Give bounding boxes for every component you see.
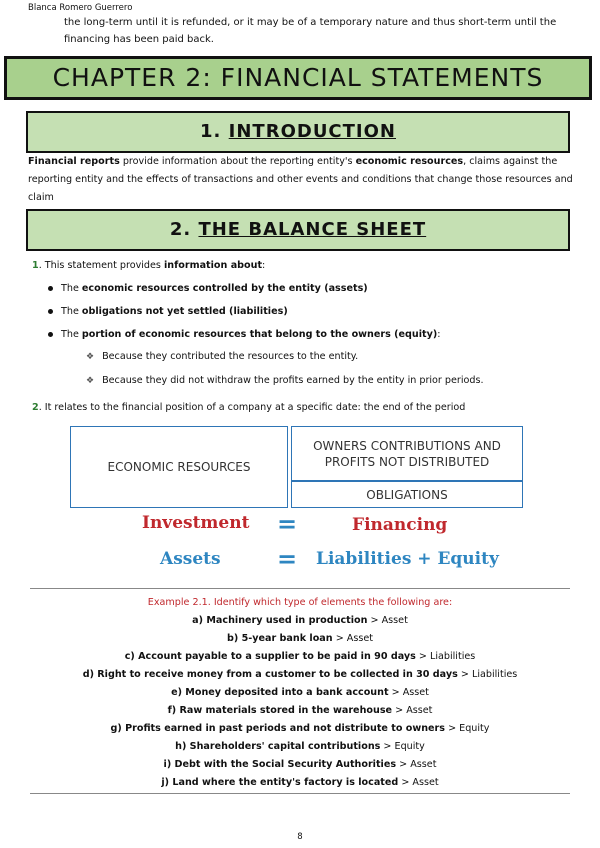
example-item-label: f) Raw materials stored in the warehouse (167, 705, 393, 716)
example-item-answer: > Asset (401, 777, 439, 788)
example-item-label: b) 5-year bank loan (226, 633, 333, 644)
paragraph-text: provide information about the reporting entity's (119, 156, 356, 167)
diamond-bullet-icon: ❖ (86, 376, 95, 386)
example-item (0, 612, 600, 630)
point-text: . This statement provides (38, 260, 164, 271)
divider (30, 793, 570, 794)
paragraph-text: , claims against the reporting entity and the effects of transactions and other events and conditions that change those resources and claim (28, 156, 573, 203)
diamond-bullet-icon: ❖ (86, 352, 95, 362)
point-number: 1 (32, 260, 39, 271)
example-item-answer: > Asset (399, 759, 437, 770)
assets-label: Assets (160, 549, 221, 569)
intro-continuation: the long-term until it is refunded, or it may be of a temporary nature and thus short-term until the financing has been paid back. (64, 17, 557, 45)
section-heading-introduction (26, 111, 570, 153)
bullet-pre: The (61, 283, 82, 294)
bullet-bold: obligations not yet settled (liabilities) (81, 306, 288, 317)
example-item-label: j) Land where the entity's factory is located (161, 777, 399, 788)
bullet-item (48, 305, 288, 319)
example-item-label: h) Shareholders' capital contributions (175, 741, 381, 752)
example-item-label: i) Debt with the Social Security Authorities (163, 759, 397, 770)
example-item-answer: > Equity (383, 741, 425, 752)
bullet-pre: The (61, 329, 82, 340)
bullet-bold: portion of economic resources that belong to the owners (equity) (81, 329, 438, 340)
introduction-paragraph (28, 153, 583, 207)
example-title: Example 2.1. Identify which type of elements the following are: (147, 597, 453, 608)
bullet-post: : (437, 329, 441, 340)
box-label: OWNERS CONTRIBUTIONS AND PROFITS NOT DISTRIBUTED (313, 438, 501, 469)
point-2 (32, 401, 465, 415)
sub-bullet-item (86, 350, 358, 364)
example-item (0, 684, 600, 702)
equals-sign: = (277, 510, 298, 538)
box-label: ECONOMIC RESOURCES (107, 460, 251, 474)
example-item-answer: > Liabilities (418, 651, 476, 662)
equals-sign: = (277, 545, 298, 573)
example-item-answer: > Liabilities (460, 669, 518, 680)
point-1 (32, 259, 265, 273)
example-item-answer: > Asset (395, 705, 433, 716)
bullet-icon (48, 332, 53, 337)
example-item (0, 702, 600, 720)
bullet-bold: economic resources controlled by the entity (assets) (81, 283, 368, 294)
bullet-icon (48, 286, 53, 291)
economic-resources-box (70, 426, 288, 508)
section-title: INTRODUCTION (228, 121, 396, 142)
financing-label: Financing (352, 515, 448, 535)
example-item-answer: > Asset (335, 633, 373, 644)
example-item (0, 666, 600, 684)
example-item (0, 756, 600, 774)
point-number: 2 (32, 402, 39, 413)
divider (30, 588, 570, 589)
owners-contributions-box (291, 426, 523, 481)
example-item (0, 774, 600, 792)
investment-label: Investment (142, 513, 250, 533)
example-item-answer: > Asset (391, 687, 429, 698)
obligations-box (291, 481, 523, 508)
example-item-answer: > Asset (370, 615, 408, 626)
point-text-end: : (262, 260, 266, 271)
example-item (0, 630, 600, 648)
bullet-pre: The (61, 306, 82, 317)
example-item-answer: > Equity (448, 723, 490, 734)
sub-bullet-text: Because they did not withdraw the profits earned by the entity in prior periods. (102, 375, 484, 386)
example-item-label: g) Profits earned in past periods and not distribute to owners (110, 723, 445, 734)
sub-bullet-text: Because they contributed the resources to the entity. (102, 351, 359, 362)
example-item-label: a) Machinery used in production (192, 615, 368, 626)
section-number: 2. (169, 219, 192, 240)
section-heading-balance-sheet (26, 209, 570, 251)
bold-term: Financial reports (28, 156, 120, 167)
example-item (0, 720, 600, 738)
box-label: OBLIGATIONS (366, 487, 448, 502)
example-item (0, 648, 600, 666)
point-text: . It relates to the financial position of a company at a specific date: the end of the period (38, 402, 466, 413)
section-number: 1. (200, 121, 222, 142)
section-title: THE BALANCE SHEET (198, 219, 427, 240)
example-item-label: d) Right to receive money from a customer to be collected in 30 days (82, 669, 458, 680)
bullet-item (48, 282, 368, 296)
chapter-title: CHAPTER 2: FINANCIAL STATEMENTS (4, 56, 592, 100)
example-item (0, 738, 600, 756)
page-number: 8 (297, 832, 303, 842)
liabilities-equity-label: Liabilities + Equity (316, 549, 499, 569)
bold-term: information about (163, 260, 263, 271)
bullet-item (48, 328, 441, 342)
example-item-label: e) Money deposited into a bank account (171, 687, 389, 698)
sub-bullet-item (86, 374, 484, 388)
bold-term: economic resources (355, 156, 464, 167)
bullet-icon (48, 309, 53, 314)
author-header: Blanca Romero Guerrero (28, 3, 133, 13)
example-item-label: c) Account payable to a supplier to be paid in 90 days (124, 651, 416, 662)
